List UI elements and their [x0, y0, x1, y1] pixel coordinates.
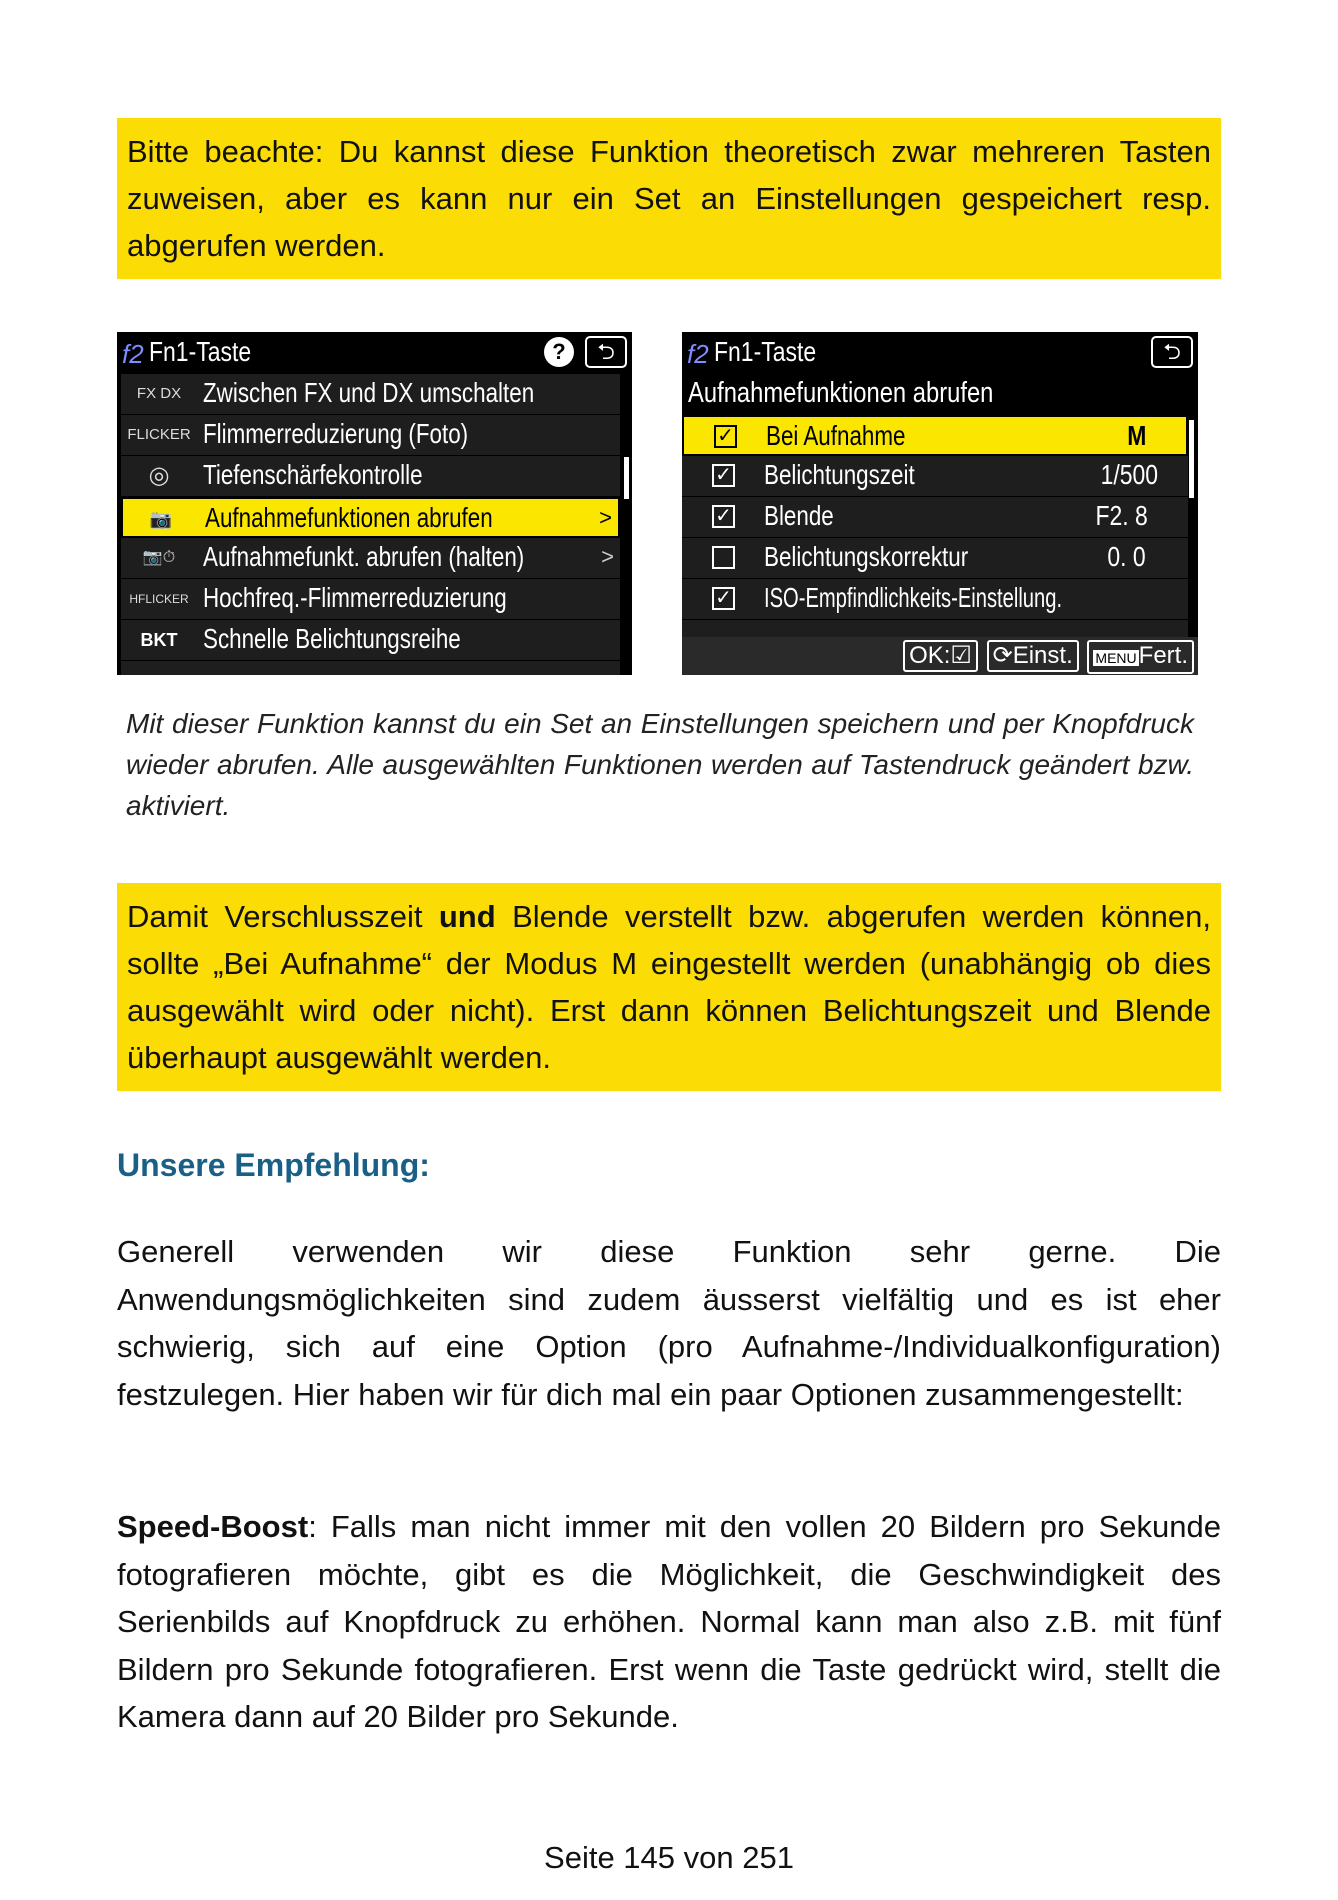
camera-hold-icon: 📷⏱: [142, 549, 176, 566]
menu-tag: f2: [122, 339, 144, 369]
option-label: Blende: [764, 500, 834, 531]
paragraph-recommendation: Generell verwenden wir diese Funktion sehr gerne. Die Anwendungsmöglichkeiten sind zudem äusserst vielfältig und es ist eher schwierig, sich auf eine Option (pro Aufnahme-/Individualkonfiguration) festzulegen. Hier haben wir für dich mal ein paar Optionen zusammengestellt:: [117, 1234, 1221, 1412]
done-label: Fert.: [1138, 642, 1188, 669]
menu-item-label: Tiefenschärfekontrolle: [203, 459, 423, 490]
section-heading: Unsere Empfehlung:: [117, 1147, 430, 1183]
note-box-2: [117, 883, 1221, 1091]
bkt-icon: BKT: [140, 630, 178, 650]
menu-list: [121, 374, 620, 675]
camera-menu-screenshot-1: [117, 332, 632, 675]
option-label: Bei Aufnahme: [766, 420, 906, 451]
ok-check-button[interactable]: OK:☑: [903, 640, 978, 672]
speed-boost-text: : Falls man nicht immer mit den vollen 20 Bildern pro Sekunde fotografieren möchte, gibt es die Möglichkeit, die Geschwindigkeit des Serienbilds auf Knopfdruck zu erhöhen. Normal kann man also z.B. mit fünf Bildern pro Sekunde fotografieren. Erst wenn die Taste gedrückt wird, stellt die Kamera dann auf 20 Bilder pro Sekunde.: [117, 1509, 1221, 1734]
help-icon[interactable]: ?: [544, 337, 574, 367]
scrollbar[interactable]: [1189, 420, 1194, 498]
option-label: ISO-Empfindlichkeits-Einstellung.: [764, 582, 1063, 613]
option-row-selected[interactable]: [682, 415, 1188, 456]
menu-item-label: Hochfreq.-Flimmerreduzierung: [203, 582, 507, 613]
option-label: Belichtungskorrektur: [764, 541, 969, 572]
menu-title: Fn1-Taste: [149, 336, 252, 367]
page-number: Seite 145 von 251: [544, 1840, 794, 1875]
checkbox-icon[interactable]: [712, 546, 735, 569]
footer-buttons: [901, 640, 1194, 674]
checkbox-icon[interactable]: ✓: [712, 464, 735, 487]
dial-icon: ⟳: [992, 642, 1013, 669]
menu-item[interactable]: [121, 620, 620, 661]
menu-item-selected[interactable]: [121, 497, 620, 538]
menu-item-label: Flimmerreduzierung (Foto): [203, 418, 469, 449]
aperture-icon: ◎: [148, 462, 170, 489]
note-text-1: Bitte beachte: Du kannst diese Funktion theoretisch zwar mehreren Tasten zuweisen, aber es kann nur ein Set an Einstellungen gespeichert resp. abgerufen werden.: [127, 134, 1211, 263]
menu-item[interactable]: [121, 415, 620, 456]
image-caption: Mit dieser Funktion kannst du ein Set an Einstellungen speichern und per Knopfdruck wieder abrufen. Alle ausgewählten Funktionen werden auf Tastendruck geändert bzw. aktiviert.: [126, 708, 1194, 821]
menu-key-icon: MENU: [1095, 650, 1137, 666]
fx-dx-icon: FX DX: [136, 385, 182, 402]
done-button[interactable]: [1087, 640, 1194, 674]
submenu-title: Aufnahmefunktionen abrufen: [688, 377, 994, 409]
camera-recall-icon: 📷: [149, 509, 173, 529]
menu-title: Fn1-Taste: [714, 336, 817, 367]
menu-header: [117, 332, 632, 374]
back-icon[interactable]: ⮌: [1151, 336, 1193, 368]
camera-menu-screenshot-2: [682, 332, 1198, 675]
hf-flicker-icon: HFLICKER: [129, 592, 189, 606]
scrollbar[interactable]: [624, 457, 629, 499]
menu-item-label: Zwischen FX und DX umschalten: [203, 377, 535, 408]
option-row[interactable]: [682, 579, 1188, 620]
back-icon[interactable]: ⮌: [585, 336, 627, 368]
menu-item[interactable]: [121, 456, 620, 497]
option-row[interactable]: [682, 497, 1188, 538]
chevron-right-icon: >: [599, 505, 612, 530]
paragraph-speed-boost: [117, 1503, 1221, 1741]
menu-header: [682, 332, 1198, 374]
menu-footer: [682, 637, 1198, 675]
chevron-right-icon: >: [601, 544, 614, 569]
note2-post: Blende verstellt bzw. abgerufen werden können, sollte „Bei Aufnahme“ der Modus M eingestellt werden (unabhängig ob dies ausgewählt wird oder nicht). Erst dann können Belichtungszeit und Blende überhaupt ausgewählt werden.: [127, 899, 1211, 1075]
option-value: 0. 0: [1107, 541, 1146, 572]
set-label: Einst.: [1012, 642, 1073, 669]
menu-tag: f2: [687, 339, 709, 369]
checkbox-icon[interactable]: ✓: [712, 587, 735, 610]
option-label: Belichtungszeit: [764, 459, 915, 490]
option-row[interactable]: [682, 538, 1188, 579]
note2-bold: und: [438, 899, 496, 934]
menu-item[interactable]: [121, 538, 620, 579]
checkbox-icon[interactable]: ✓: [712, 505, 735, 528]
option-value: 1/500: [1100, 459, 1158, 490]
menu-item-label: Aufnahmefunktionen abrufen: [205, 502, 493, 533]
set-button[interactable]: [987, 640, 1079, 672]
checkbox-icon[interactable]: ✓: [714, 425, 737, 448]
menu-item[interactable]: [121, 579, 620, 620]
option-list: [682, 415, 1188, 637]
option-row[interactable]: [682, 456, 1188, 497]
menu-item[interactable]: [121, 374, 620, 415]
flicker-icon: FLICKER: [127, 426, 191, 443]
option-value: M: [1126, 420, 1146, 451]
speed-boost-term: Speed-Boost: [117, 1509, 309, 1544]
option-value: F2. 8: [1095, 500, 1148, 531]
menu-item-label: Schnelle Belichtungsreihe: [203, 623, 461, 654]
menu-item-label: Aufnahmefunkt. abrufen (halten): [203, 541, 525, 572]
note2-pre: Damit Verschlusszeit: [127, 899, 439, 934]
submenu-title-bar: [682, 374, 1198, 415]
note-box-1: [117, 118, 1221, 279]
